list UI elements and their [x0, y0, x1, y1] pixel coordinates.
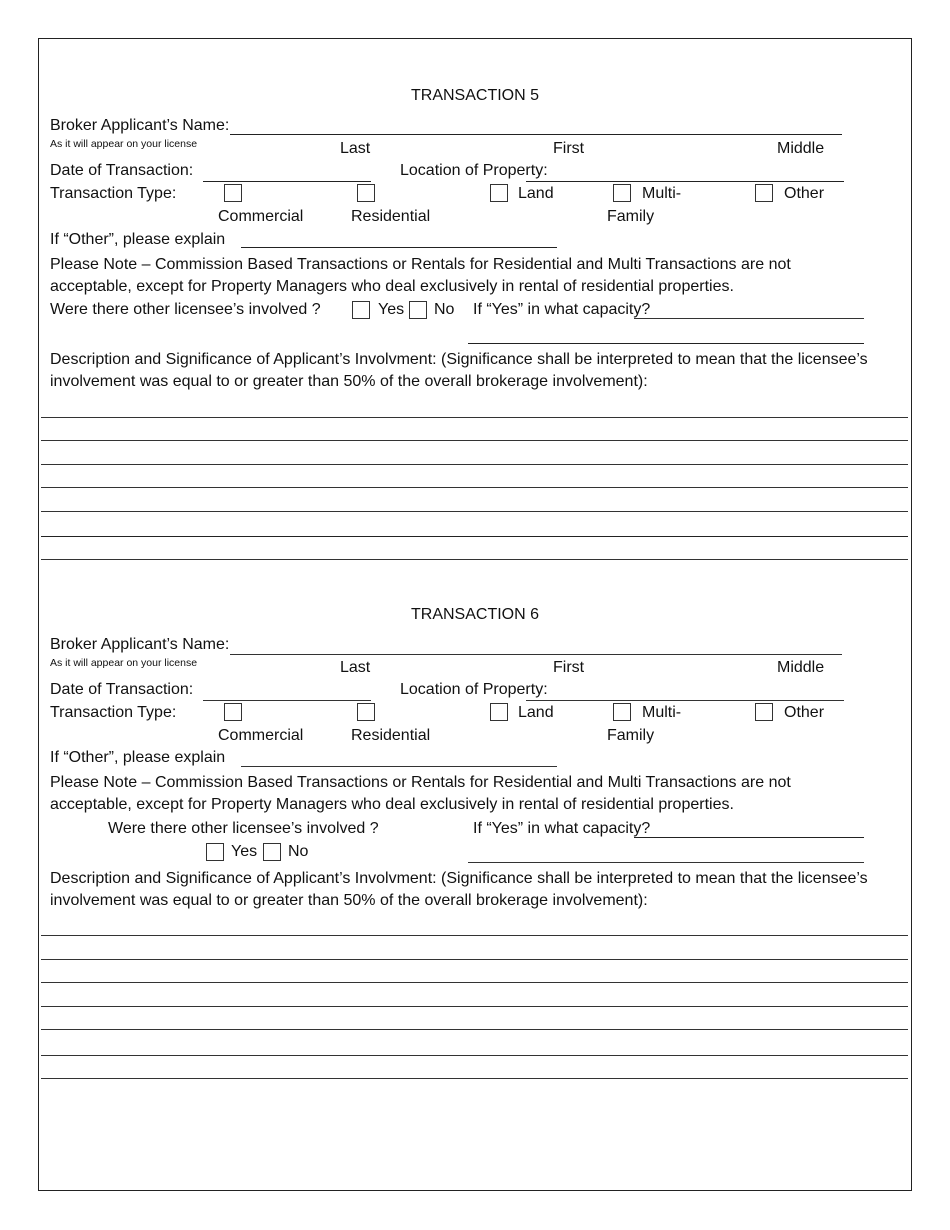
description-line[interactable] — [41, 511, 908, 512]
name-part-last: Last — [340, 659, 371, 676]
residential-checkbox[interactable] — [357, 184, 375, 202]
multi-label-line2: Family — [607, 208, 655, 225]
location-field[interactable] — [526, 181, 844, 182]
broker-name-field[interactable] — [230, 654, 842, 655]
land-label: Land — [518, 185, 554, 202]
licensee-no-checkbox[interactable] — [409, 301, 427, 319]
residential-label: Residential — [351, 208, 431, 225]
date-label: Date of Transaction: — [50, 162, 194, 179]
other-label: Other — [784, 704, 825, 721]
transaction-title: TRANSACTION 6 — [410, 606, 539, 623]
transaction-title: TRANSACTION 5 — [410, 87, 539, 104]
licensee-question: Were there other licensee’s involved ? — [50, 301, 321, 318]
residential-checkbox[interactable] — [357, 703, 375, 721]
land-checkbox[interactable] — [490, 703, 508, 721]
licensee-question: Were there other licensee’s involved ? — [108, 820, 379, 837]
other-explain-field[interactable] — [241, 247, 557, 248]
commercial-label: Commercial — [218, 208, 304, 225]
description-line[interactable] — [41, 935, 908, 936]
capacity-field[interactable] — [634, 837, 864, 838]
description-line[interactable] — [41, 959, 908, 960]
capacity-field-line2[interactable] — [468, 862, 864, 863]
location-label: Location of Property: — [400, 162, 548, 179]
description-line[interactable] — [41, 440, 908, 441]
description-line[interactable] — [41, 1006, 908, 1007]
description-line[interactable] — [41, 417, 908, 418]
broker-name-label: Broker Applicant’s Name: — [50, 117, 230, 134]
licensee-yes-checkbox[interactable] — [352, 301, 370, 319]
description-line[interactable] — [41, 559, 908, 560]
description-prompt: Description and Significance of Applicant’s Involvment: (Significance shall be interpreted to mean that the licensee’s involvement was equal to or greater than 50% of the overall brokerage involvement): — [50, 351, 868, 390]
location-label: Location of Property: — [400, 681, 548, 698]
name-part-middle: Middle — [777, 659, 825, 676]
broker-name-label: Broker Applicant’s Name: — [50, 636, 230, 653]
date-field[interactable] — [203, 700, 371, 701]
capacity-label: If “Yes” in what capacity? — [473, 301, 651, 318]
name-part-first: First — [553, 659, 585, 676]
other-label: Other — [784, 185, 825, 202]
land-label: Land — [518, 704, 554, 721]
description-line[interactable] — [41, 982, 908, 983]
other-checkbox[interactable] — [755, 703, 773, 721]
licensee-no-checkbox[interactable] — [263, 843, 281, 861]
location-field[interactable] — [526, 700, 844, 701]
license-note: As it will appear on your license — [50, 657, 198, 669]
broker-name-field[interactable] — [230, 134, 842, 135]
other-explain-label: If “Other”, please explain — [50, 749, 226, 766]
date-field[interactable] — [203, 181, 371, 182]
name-part-first: First — [553, 140, 585, 157]
licensee-no-label: No — [434, 301, 455, 318]
other-explain-label: If “Other”, please explain — [50, 231, 226, 248]
transaction-type-label: Transaction Type: — [50, 185, 177, 202]
multi-family-checkbox[interactable] — [613, 184, 631, 202]
licensee-yes-checkbox[interactable] — [206, 843, 224, 861]
date-label: Date of Transaction: — [50, 681, 194, 698]
transaction-type-label: Transaction Type: — [50, 704, 177, 721]
commission-note: Please Note – Commission Based Transactions or Rentals for Residential and Multi Transactions are not acceptable, except for Property Managers who deal exclusively in rental of residential properties. — [50, 256, 791, 295]
residential-label: Residential — [351, 727, 431, 744]
description-line[interactable] — [41, 487, 908, 488]
multi-label-line1: Multi- — [642, 185, 682, 202]
description-line[interactable] — [41, 1055, 908, 1056]
description-line[interactable] — [41, 1078, 908, 1079]
name-part-middle: Middle — [777, 140, 825, 157]
commercial-label: Commercial — [218, 727, 304, 744]
other-explain-field[interactable] — [241, 766, 557, 767]
license-note: As it will appear on your license — [50, 138, 198, 150]
multi-family-checkbox[interactable] — [613, 703, 631, 721]
multi-label-line1: Multi- — [642, 704, 682, 721]
capacity-field-line2[interactable] — [468, 343, 864, 344]
licensee-no-label: No — [288, 843, 309, 860]
commercial-checkbox[interactable] — [224, 703, 242, 721]
land-checkbox[interactable] — [490, 184, 508, 202]
licensee-yes-label: Yes — [378, 301, 405, 318]
description-line[interactable] — [41, 464, 908, 465]
capacity-field[interactable] — [634, 318, 864, 319]
multi-label-line2: Family — [607, 727, 655, 744]
licensee-yes-label: Yes — [231, 843, 258, 860]
name-part-last: Last — [340, 140, 371, 157]
description-line[interactable] — [41, 536, 908, 537]
commercial-checkbox[interactable] — [224, 184, 242, 202]
description-prompt: Description and Significance of Applicant’s Involvment: (Significance shall be interpreted to mean that the licensee’s involvement was equal to or greater than 50% of the overall brokerage involvement): — [50, 870, 868, 909]
other-checkbox[interactable] — [755, 184, 773, 202]
capacity-label: If “Yes” in what capacity? — [473, 820, 651, 837]
description-line[interactable] — [41, 1029, 908, 1030]
commission-note: Please Note – Commission Based Transactions or Rentals for Residential and Multi Transactions are not acceptable, except for Property Managers who deal exclusively in rental of residential properties. — [50, 774, 791, 813]
